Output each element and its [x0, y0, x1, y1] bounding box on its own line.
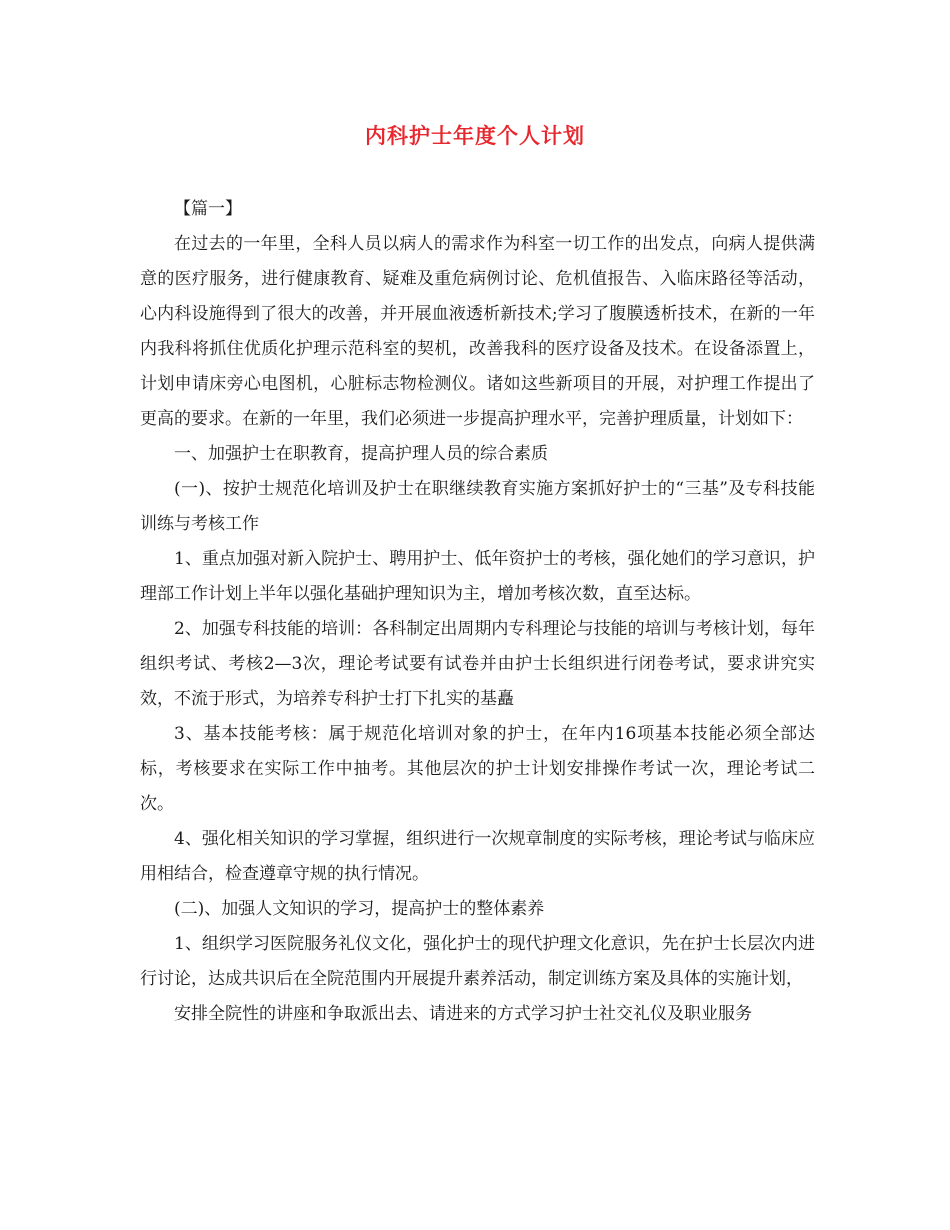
document-body [140, 192, 815, 1032]
paragraph: 在过去的一年里，全科人员以病人的需求作为科室一切工作的出发点，向病人提供满意的医疗服务，进行健康教育、疑难及重危病例讨论、危机值报告、入临床路径等活动，心内科设施得到了很大的改善，并开展血液透析新技术;学习了腹膜透析技术，在新的一年内我科将抓住优质化护理示范科室的契机，改善我科的医疗设备及技术。在设备添置上，计划申请床旁心电图机，心脏标志物检测仪。诸如这些新项目的开展，对护理工作提出了更高的要求。在新的一年里，我们必须进一步提高护理水平，完善护理质量，计划如下： [140, 234, 815, 429]
paragraph: 1、重点加强对新入院护士、聘用护士、低年资护士的考核，强化她们的学习意识，护理部工作计划上半年以强化基础护理知识为主，增加考核次数，直至达标。 [140, 549, 815, 604]
document-title: 内科护士年度个人计划 [365, 124, 585, 148]
paragraph: 4、强化相关知识的学习掌握，组织进行一次规章制度的实际考核，理论考试与临床应用相结合，检查遵章守规的执行情况。 [140, 829, 815, 884]
paragraph: 1、组织学习医院服务礼仪文化，强化护士的现代护理文化意识，先在护士长层次内进行讨论，达成共识后在全院范围内开展提升素养活动，制定训练方案及具体的实施计划， [140, 934, 815, 989]
section-heading: 【篇一】 [174, 199, 242, 219]
paragraph: 3、基本技能考核：属于规范化培训对象的护士，在年内16项基本技能必须全部达标，考核要求在实际工作中抽考。其他层次的护士计划安排操作考试一次，理论考试二次。 [140, 724, 815, 814]
paragraph: 安排全院性的讲座和争取派出去、请进来的方式学习护士社交礼仪及职业服务 [174, 1004, 752, 1024]
paragraph: (二)、加强人文知识的学习，提高护士的整体素养 [174, 899, 545, 919]
paragraph: (一)、按护士规范化培训及护士在职继续教育实施方案抓好护士的“三基”及专科技能训练与考核工作 [140, 479, 815, 534]
paragraph: 一、加强护士在职教育，提高护理人员的综合素质 [174, 444, 548, 464]
paragraph: 2、加强专科技能的培训：各科制定出周期内专科理论与技能的培训与考核计划，每年组织考试、考核2—3次，理论考试要有试卷并由护士长组织进行闭卷考试，要求讲究实效，不流于形式，为培养专科护士打下扎实的基矗 [140, 619, 815, 709]
